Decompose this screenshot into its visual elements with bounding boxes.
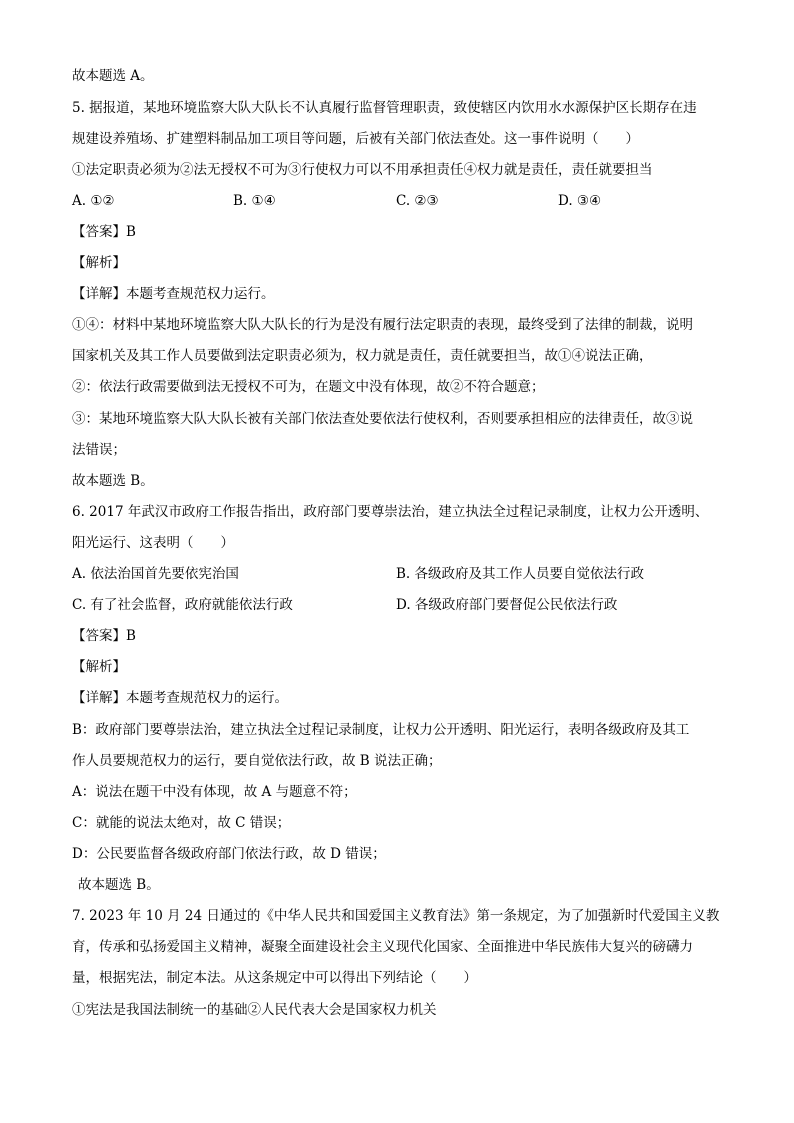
q6-analysis-label: 【解析】 [72,659,126,675]
q4-conclusion: 故本题选 A。 [72,68,154,84]
q5-conclusion: 故本题选 B。 [72,473,154,489]
q5-explanation-2: ②：依法行政需要做到法无授权不可为，在题文中没有体现，故②不符合题意； [72,379,545,395]
q5-explanation-1-line2: 国家机关及其工作人员要做到法定职责必须为，权力就是责任，责任就要担当，故①④说法正确， [72,348,653,364]
q5-explanation-3-line1: ③：某地环境监察大队大队长被有关部门依法查处要依法行使权利，否则要承担相应的法律责任，故③说 [72,411,693,427]
q5-explanation-3-line2: 法错误； [72,442,126,458]
q6-conclusion: 故本题选 B。 [78,877,160,893]
q7-stem-line2: 育，传承和弘扬爱国主义精神，凝聚全面建设社会主义现代化国家、全面推进中华民族伟大复兴的磅礴力 [72,939,693,955]
q5-option-c: C. ②③ [396,193,439,209]
q5-option-d: D. ③④ [558,193,602,209]
q5-option-a: A. ①② [72,193,115,209]
q5-analysis-label: 【解析】 [72,255,126,271]
q5-stem-line2: 规建设养殖场、扩建塑料制品加工项目等问题，后被有关部门依法查处。这一事件说明（ ） [72,131,639,147]
q5-statements: ①法定职责必须为②法无授权不可为③行使权力可以不用承担责任④权力就是责任，责任就要担当 [72,162,653,178]
q6-stem-line2: 阳光运行、这表明（ ） [72,535,234,551]
q6-explanation-b-line2: 作人员要规范权力的运行，要自觉依法行政，故 B 说法正确； [72,753,442,769]
q5-detail: 【详解】本题考查规范权力运行。 [72,286,275,302]
q6-explanation-d: D：公民要监督各级政府部门依法行政，故 D 错误； [72,846,386,862]
q5-answer: 【答案】B [72,224,136,240]
q6-explanation-a: A：说法在题干中没有体现，故 A 与题意不符； [72,784,357,800]
q6-detail: 【详解】本题考查规范权力的运行。 [72,690,288,706]
q6-explanation-c: C：就能的说法太绝对，故 C 错误； [72,815,291,831]
q6-explanation-b-line1: B：政府部门要尊崇法治，建立执法全过程记录制度，让权力公开透明、阳光运行，表明各级政府及其工 [72,722,690,738]
q6-answer: 【答案】B [72,628,136,644]
q7-statements: ①宪法是我国法制统一的基础②人民代表大会是国家权力机关 [72,1002,437,1018]
q6-option-a: A. 依法治国首先要依宪治国 [72,566,239,582]
q6-option-c: C. 有了社会监督，政府就能依法行政 [72,597,293,613]
q6-option-b: B. 各级政府及其工作人员要自觉依法行政 [396,566,645,582]
q7-stem-line1: 7. 2023 年 10 月 24 日通过的《中华人民共和国爱国主义教育法》第一条规定，为了加强新时代爱国主义教 [72,908,720,924]
q6-stem-line1: 6. 2017 年武汉市政府工作报告指出，政府部门要尊崇法治，建立执法全过程记录制度，让权力公开透明、 [72,504,709,520]
q7-stem-line3: 量，根据宪法，制定本法。从这条规定中可以得出下列结论（ ） [72,970,477,986]
q5-explanation-1-line1: ①④：材料中某地环境监察大队大队长的行为是没有履行法定职责的表现，最终受到了法律的制裁，说明 [72,317,693,333]
q5-option-b: B. ①④ [233,193,276,209]
q5-stem-line1: 5. 据报道，某地环境监察大队大队长不认真履行监督管理职责，致使辖区内饮用水水源保护区长期存在违 [72,100,697,116]
q6-option-d: D. 各级政府部门要督促公民依法行政 [396,597,618,613]
